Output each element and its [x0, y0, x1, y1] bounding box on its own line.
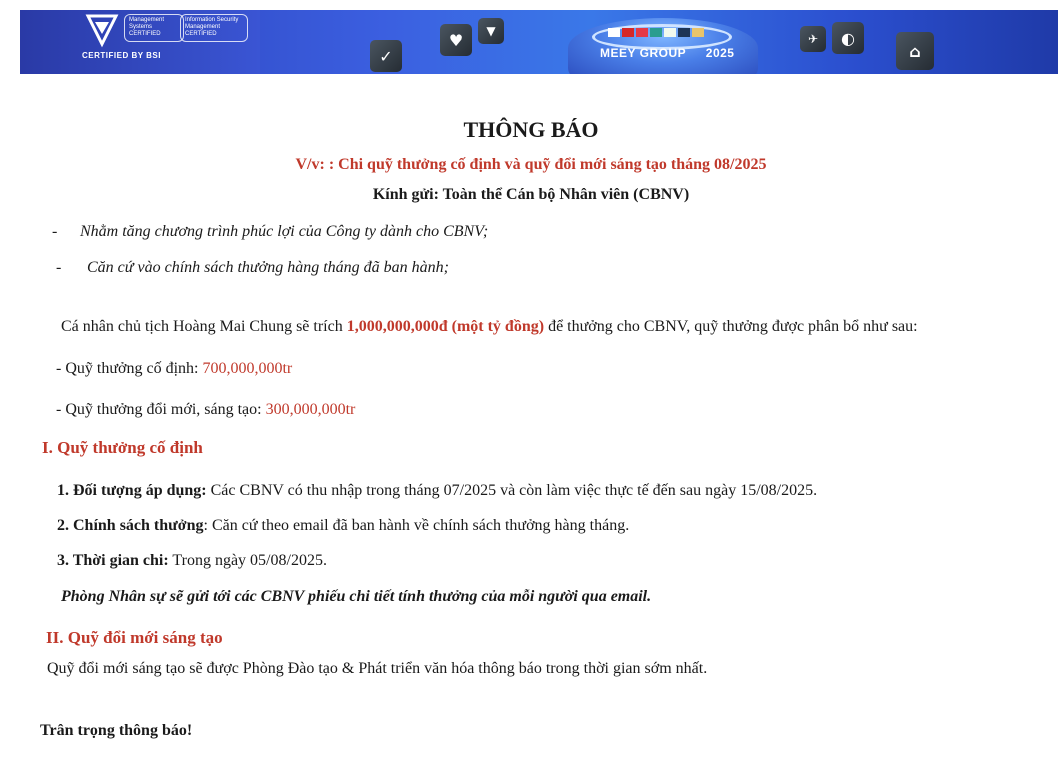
bullet-item: Nhằm tăng chương trình phúc lợi của Công ty dành cho CBNV; — [80, 223, 489, 240]
intro-paragraph — [61, 318, 918, 336]
flag-icon — [692, 28, 704, 37]
section-1-item — [57, 552, 327, 570]
flag-icon — [622, 28, 634, 37]
intro-text: Cá nhân chủ tịch Hoàng Mai Chung sẽ trích — [61, 318, 347, 335]
item-label: 3. Thời gian chi: — [57, 552, 169, 569]
header-banner — [20, 10, 1058, 74]
group-name: MEEY GROUP — [600, 46, 686, 60]
notice-title: THÔNG BÁO — [463, 117, 599, 142]
item-label: 2. Chính sách thưởng — [57, 517, 204, 534]
certified-by-label: CERTIFIED BY BSI — [82, 51, 161, 60]
greeting-label: Kính gửi — [372, 186, 434, 203]
cert-badge-management: Management Systems CERTIFIED — [124, 14, 184, 42]
intro-amount: 1,000,000,000đ (một tỷ đồng) — [346, 318, 545, 335]
item-text: Các CBNV có thu nhập trong tháng 07/2025 và còn làm việc thực tế đến sau ngày 15/08/2025. — [206, 482, 818, 499]
section-1-title: I. Quỹ thưởng cố định — [42, 438, 203, 457]
bullet-item: Căn cứ vào chính sách thưởng hàng tháng đã ban hành; — [87, 259, 449, 276]
flag-row — [608, 28, 704, 38]
intro-text: để thưởng cho CBNV, quỹ thưởng được phân bổ như sau: — [544, 318, 918, 335]
section-2-title: II. Quỹ đổi mới sáng tạo — [46, 628, 223, 647]
item-label: 1. Đối tượng áp dụng: — [57, 482, 207, 499]
fund-innovation-label: - Quỹ thưởng đổi mới, sáng tạo: — [56, 401, 266, 418]
greeting-text: : Toàn thể Cán bộ Nhân viên (CBNV) — [433, 186, 690, 203]
flag-icon — [678, 28, 690, 37]
banner-tile-icon: ▼ — [478, 18, 504, 44]
flag-icon — [636, 28, 648, 37]
cert-badge-infosec: Information Security Management CERTIFIED — [180, 14, 248, 42]
certification-shield-icon — [82, 12, 122, 48]
banner-tile-icon: ◐ — [832, 22, 864, 54]
notice-greeting — [0, 186, 1062, 204]
flag-icon — [664, 28, 676, 37]
fund-innovation-value: 300,000,000tr — [265, 401, 356, 418]
section-1-item — [57, 482, 817, 500]
bank-icon: ⌂ — [896, 32, 934, 70]
item-text: : Căn cứ theo email đã ban hành về chính sách thưởng hàng tháng. — [203, 517, 630, 534]
group-label — [600, 46, 734, 60]
fund-fixed-line — [56, 360, 292, 378]
fund-fixed-value: 700,000,000tr — [202, 360, 293, 377]
fund-fixed-label: - Quỹ thưởng cố định: — [56, 360, 203, 377]
section-2-text: Quỹ đổi mới sáng tạo sẽ được Phòng Đào tạo & Phát triển văn hóa thông báo trong thời gian sớm nhất. — [47, 660, 708, 677]
closing-line: Trân trọng thông báo! — [40, 722, 193, 739]
banner-tile-icon: ✓ — [370, 40, 402, 72]
section-1-item — [57, 517, 629, 535]
flag-icon — [650, 28, 662, 37]
banner-tile-icon: ♥ — [440, 24, 472, 56]
notice-subject: V/v: : Chi quỹ thưởng cố định và quỹ đổi mới sáng tạo tháng 08/2025 — [295, 156, 767, 173]
flag-icon — [608, 28, 620, 37]
bullet-dash: - — [56, 259, 62, 276]
group-year: 2025 — [705, 46, 735, 60]
banner-tile-icon: ✈ — [800, 26, 826, 52]
hr-note: Phòng Nhân sự sẽ gửi tới các CBNV phiếu chi tiết tính thưởng của mỗi người qua email. — [61, 588, 652, 605]
bullet-dash: - — [52, 223, 58, 240]
item-text: Trong ngày 05/08/2025. — [168, 552, 327, 569]
fund-innovation-line — [56, 401, 355, 419]
